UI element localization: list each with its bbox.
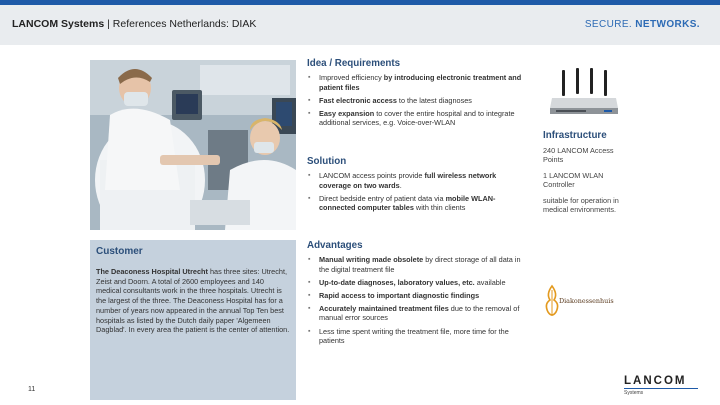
advantages-section bbox=[307, 240, 525, 349]
title-brand: LANCOM Systems bbox=[12, 18, 105, 30]
item-bold: Rapid access to important diagnostic findings bbox=[319, 290, 480, 300]
item-text: available bbox=[474, 277, 506, 287]
infrastructure-access-points: 240 LANCOM Access Points bbox=[543, 146, 614, 164]
title-text: | References Netherlands: DIAK bbox=[104, 18, 257, 30]
infrastructure-controller: 1 LANCOM WLAN Controller bbox=[543, 171, 604, 189]
idea-heading: Idea / Requirements bbox=[307, 58, 401, 69]
lancom-wordmark: LANCOM bbox=[624, 375, 687, 387]
infrastructure-heading: Infrastructure bbox=[543, 130, 607, 141]
item-bold: Up-to-date diagnoses, laboratory values, etc. bbox=[319, 277, 475, 287]
item-text: due to the removal of manual error sources bbox=[319, 303, 520, 323]
item-text: with thin clients bbox=[413, 203, 466, 213]
list-item bbox=[307, 96, 525, 106]
solution-heading: Solution bbox=[307, 156, 347, 167]
list-item bbox=[307, 109, 525, 128]
router-image bbox=[548, 68, 620, 118]
page-number: 11 bbox=[28, 386, 36, 393]
list-item bbox=[307, 73, 525, 92]
customer-box bbox=[90, 240, 296, 400]
item-bold: Accurately maintained treatment files bbox=[319, 303, 449, 313]
customer-name: The Deaconess Hospital Utrecht bbox=[96, 267, 208, 276]
item-bold: full wireless network coverage on two wards bbox=[319, 171, 497, 190]
list-item bbox=[307, 278, 525, 288]
diak-name: Diakonessenhuis bbox=[559, 297, 614, 305]
item-bold: mobile WLAN-connected computer tables bbox=[319, 193, 496, 213]
item-text: Direct bedside entry of patient data via bbox=[319, 193, 446, 203]
list-item bbox=[307, 304, 525, 323]
item-text: Improved efficiency bbox=[319, 73, 384, 82]
item-text: to cover the entire hospital and to integrate additional services, e.g. Voice-over-WLAN bbox=[319, 108, 515, 128]
item-text: Less time spent writing the treatment file, more time for the patients bbox=[319, 326, 509, 346]
item-text: by direct storage of all data in the digital treatment file bbox=[319, 255, 521, 274]
list-item bbox=[307, 171, 525, 190]
doctors-photo bbox=[90, 60, 296, 230]
item-bold: by introducing electronic treatment and patient files bbox=[319, 73, 522, 92]
list-item bbox=[307, 255, 525, 274]
customer-description: has three sites: Utrecht, Zeist and Doorn. A total of 2600 employees and 140 medical consultants work in the three hospitals. Utrecht is the largest of the three. The Deaconess Hospital has for a number of years now appeared in the annual Top Ten best hospitals as listed by the Dutch daily paper 'Algemeen Dagblad'. In every area the patient is the center of attention. bbox=[96, 267, 290, 335]
list-item bbox=[307, 291, 525, 301]
item-text: . bbox=[399, 180, 402, 190]
slide-title bbox=[12, 18, 256, 30]
item-bold: Manual writing made obsolete bbox=[319, 255, 424, 264]
item-text: to the latest diagnoses bbox=[396, 95, 472, 105]
item-text: LANCOM access points provide bbox=[319, 171, 425, 180]
infrastructure-medical: suitable for operation in medical environments. bbox=[543, 196, 619, 214]
advantages-list bbox=[307, 255, 525, 346]
lancom-underline bbox=[624, 388, 698, 389]
customer-heading: Customer bbox=[96, 246, 143, 257]
slogan-secure: SECURE. bbox=[584, 19, 636, 30]
slide-header bbox=[0, 5, 720, 45]
idea-section bbox=[307, 58, 525, 131]
solution-section bbox=[307, 156, 525, 216]
lancom-systems-text: Systems bbox=[624, 390, 644, 396]
idea-list bbox=[307, 73, 525, 128]
solution-list bbox=[307, 171, 525, 213]
slogan-networks: NETWORKS. bbox=[635, 19, 700, 30]
list-item bbox=[307, 327, 525, 346]
item-bold: Easy expansion bbox=[319, 108, 375, 118]
advantages-heading: Advantages bbox=[307, 240, 363, 251]
lancom-logo bbox=[620, 375, 702, 401]
customer-text bbox=[96, 267, 290, 335]
diakonessenhuis-logo bbox=[542, 282, 652, 322]
infrastructure-section bbox=[543, 130, 623, 221]
slogan bbox=[585, 19, 700, 30]
item-bold: Fast electronic access bbox=[319, 95, 397, 105]
list-item bbox=[307, 194, 525, 213]
